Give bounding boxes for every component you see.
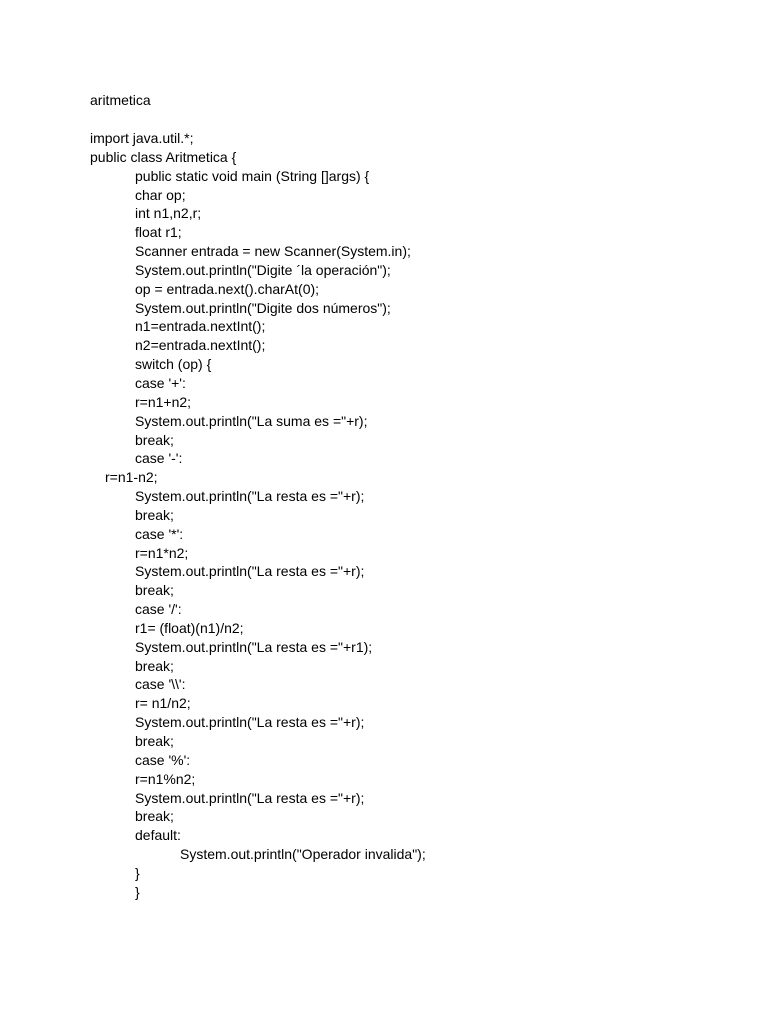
code-line: r=n1%n2;	[135, 770, 196, 787]
code-line: r= n1/n2;	[135, 695, 191, 712]
code-line: break;	[135, 733, 174, 749]
code-line: float r1;	[135, 224, 182, 241]
code-listing	[90, 129, 426, 902]
code-line: System.out.println("La resta es ="+r);	[135, 789, 365, 806]
code-line: case '*':	[135, 525, 184, 542]
code-line: System.out.println("La resta es ="+r);	[135, 563, 365, 580]
code-line: System.out.println("La resta es ="+r);	[135, 488, 365, 505]
code-line: System.out.println("La suma es ="+r);	[135, 412, 368, 429]
code-line: case '\\':	[135, 676, 186, 693]
code-line: r=n1-n2;	[105, 469, 158, 486]
code-line: System.out.println("Digite dos números");	[135, 299, 391, 316]
code-line: public static void main (String []args) {	[135, 167, 370, 184]
document-title: aritmetica	[90, 92, 151, 108]
code-line: n2=entrada.nextInt();	[135, 337, 266, 354]
code-line: import java.util.*;	[90, 130, 194, 146]
code-line: break;	[135, 431, 174, 448]
code-line: System.out.println("Operador invalida");	[180, 846, 426, 863]
code-line: break;	[135, 808, 174, 825]
code-line: break;	[135, 506, 174, 523]
code-line: case '+':	[135, 374, 186, 391]
code-line: case '%':	[135, 751, 191, 768]
code-line: System.out.println("La resta es ="+r1);	[135, 638, 373, 655]
code-line: n1=entrada.nextInt();	[135, 318, 266, 335]
code-line: int n1,n2,r;	[135, 205, 202, 222]
code-line: r=n1+n2;	[135, 393, 192, 410]
code-line: }	[135, 864, 140, 881]
code-line: System.out.println("Digite ´la operación");	[135, 261, 391, 278]
code-line: switch (op) {	[135, 356, 212, 373]
code-line: case '/':	[135, 601, 182, 618]
code-line: System.out.println("La resta es ="+r);	[135, 714, 365, 731]
code-line: op = entrada.next().charAt(0);	[135, 280, 320, 297]
code-line: r=n1*n2;	[135, 544, 189, 561]
code-line: r1= (float)(n1)/n2;	[135, 619, 244, 636]
code-line: default:	[135, 827, 181, 844]
code-line: char op;	[135, 186, 186, 203]
code-line: Scanner entrada = new Scanner(System.in);	[135, 243, 411, 260]
code-line: public class Aritmetica {	[90, 148, 237, 165]
code-line: break;	[135, 582, 174, 599]
code-line: break;	[135, 657, 174, 674]
code-line: case '-':	[135, 450, 183, 467]
code-line: }	[135, 883, 140, 900]
